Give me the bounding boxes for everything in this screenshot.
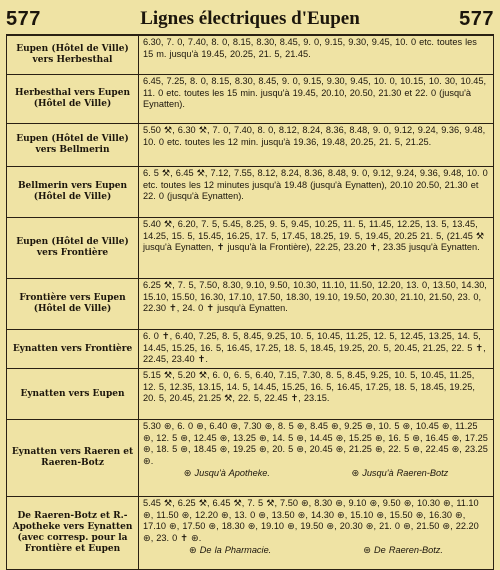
departure-times: 5.15 ⚒, 5.20 ⚒, 6. 0, 6. 5, 6.40, 7.15, 7.30, 8. 5, 8.45, 9.25, 10. 5, 10.45, 11.25, 12. 5, 12.35, 13.15, 14. 5, 14.45, 15.25, 16. 5, 16.45, 17.25, 18. 5, 18.45, 19.25, 20. 5, 20.45, 21.25 ⚒, 22. 5, 22.45 ✝, 23.15.	[143, 370, 475, 404]
departure-times	[139, 420, 493, 496]
departure-times: 5.50 ⚒, 6.30 ⚒, 7. 0, 7.40, 8. 0, 8.12, 8.24, 8.36, 8.48, 9. 0, 9.12, 9.24, 9.36, 9.48, 10. 0 etc. toutes les 12 min. jusqu'à 19.36, 19.48, 20.25, 21. 5, 21.25.	[143, 125, 486, 147]
departure-times	[139, 497, 493, 569]
departure-times: 6. 5 ⚒, 6.45 ⚒, 7.12, 7.55, 8.12, 8.24, 8.36, 8.48, 9. 0, 9.12, 9.24, 9.36, 9.48, 10. 0 etc. toutes les 12 minutes jusqu'à 19.48 (jusqu'à Eynatten), 20.10 20.50, 21.30 et 22. 0 (jusqu'à Eynatten).	[143, 168, 488, 202]
table-row	[7, 75, 493, 124]
route-name: Herbesthal vers Eupen (Hôtel de Ville)	[7, 75, 139, 123]
route-name: De Raeren-Botz et R.-Apotheke vers Eynatten (avec corresp. pour la Frontière et Eupen	[7, 497, 139, 569]
route-name: Eupen (Hôtel de Ville) vers Herbesthal	[7, 36, 139, 74]
route-name: Frontière vers Eupen (Hôtel de Ville)	[7, 279, 139, 329]
table-row	[7, 167, 493, 218]
page-header	[6, 4, 494, 36]
departure-times: 5.40 ⚒, 6.20, 7. 5, 5.45, 8.25, 9. 5, 9.45, 10.25, 11. 5, 11.45, 12.25, 13. 5, 13.45, 14.25, 15. 5, 15.45, 16.25, 17. 5, 17.45, 18.25, 19. 5, 19.45, 20.25 21. 5, (21.45 ⚒ jusqu'à Eynatten, ✝ jusqu'à la Frontière), 22.25, 23.20 ✝, 23.35 jusqu'à Eynatten.	[143, 219, 485, 253]
departure-times-text: 5.45 ⚒, 6.25 ⚒, 6.45 ⚒, 7. 5 ⚒, 7.50 ⊛, 8.30 ⊛, 9.10 ⊛, 9.50 ⊛, 10.30 ⊛, 11.10 ⊛, 11.50 ⊛, 12.20 ⊛, 13. 0 ⊛, 13.50 ⊛, 14.30 ⊛, 15.10 ⊛, 15.50 ⊛, 16.30 ⊛, 17.10 ⊛, 17.50 ⊛, 18.30 ⊛, 19.10 ⊛, 19.50 ⊛, 20.30 ⊛, 21. 0 ⊛, 21.50 ⊛, 22.20 ⊛, 23. 0 ✝ ⊛.	[143, 498, 479, 543]
page-title: Lignes électriques d'Eupen	[140, 8, 360, 29]
legend-item: ⊛ Jusqu'à Apotheke.	[183, 468, 270, 479]
symbol-legend	[143, 467, 489, 480]
departure-times-text: 5.30 ⊛, 6. 0 ⊛, 6.40 ⊛, 7.30 ⊛, 8. 5 ⊛, 8.45 ⊛, 9.25 ⊛, 10. 5 ⊛, 10.45 ⊛, 11.25 ⊛, 12. 5 ⊛, 12.45 ⊛, 13.25 ⊛, 14. 5 ⊛, 14.45 ⊛, 15.25 ⊛, 16. 5 ⊛, 16.45 ⊛, 17.25 ⊛, 18. 5 ⊛, 18.45 ⊛, 19.25 ⊛, 20. 5 ⊛, 20.45 ⊛, 21.25 ⊛, 22. 5 ⊛, 22.45 ⊛, 23.25 ⊛.	[143, 421, 488, 466]
departure-times: 6.25 ⚒, 7. 5, 7.50, 8.30, 9.10, 9.50, 10.30, 11.10, 11.50, 12.20, 13. 0, 13.50, 14.30, 15.10, 15.50, 16.30, 17.10, 17.50, 18.30, 19.10, 19.50, 20.30, 21.10, 21.50, 23. 0, 22.30 ✝, 24. 0 ✝ jusqu'à Eynatten.	[143, 280, 487, 314]
legend-item: ⊛ De la Pharmacie.	[189, 545, 272, 556]
table-row	[7, 36, 493, 75]
table-row	[7, 124, 493, 167]
legend-item: ⊛ Jusqu'à Raeren-Botz	[351, 468, 449, 479]
route-name: Bellmerin vers Eupen (Hôtel de Ville)	[7, 167, 139, 217]
route-name: Eynatten vers Eupen	[7, 369, 139, 419]
symbol-legend	[143, 544, 489, 557]
table-row	[7, 279, 493, 330]
timetable	[6, 36, 494, 570]
departure-times: 6. 0 ✝, 6.40, 7.25, 8. 5, 8.45, 9.25, 10. 5, 10.45, 11.25, 12. 5, 12.45, 13.25, 14. 5, 14.45, 15.25, 16. 5, 16.45, 17.25, 18. 5, 18.45, 19.25, 20. 5, 20.45, 21.25, 22. 5 ✝, 22.45, 23.40 ✝.	[143, 331, 486, 365]
departure-times: 6.30, 7. 0, 7.40, 8. 0, 8.15, 8.30, 8.45, 9. 0, 9.15, 9.30, 9.45, 10. 0 etc. toutes les 15 m. jusqu'à 19.45, 20.25, 21. 5, 21.45.	[143, 37, 477, 59]
departure-times: 6.45, 7.25, 8. 0, 8.15, 8.30, 8.45, 9. 0, 9.15, 9.30, 9.45, 10. 0, 10.15, 10. 30, 10.45, 11. 0 etc. toutes les 15 min. jusqu'à 19.45, 20.10, 20.50, 21.30 et 22. 0 (jusqu'à Eynatten).	[143, 76, 487, 110]
table-row	[7, 369, 493, 420]
table-row	[7, 420, 493, 497]
page-number-right: 577	[459, 7, 494, 30]
table-row	[7, 497, 493, 570]
route-name: Eupen (Hôtel de Ville) vers Bellmerin	[7, 124, 139, 166]
route-name: Eupen (Hôtel de Ville) vers Frontière	[7, 218, 139, 278]
table-row	[7, 330, 493, 369]
route-name: Eynatten vers Raeren et Raeren-Botz	[7, 420, 139, 496]
legend-item: ⊛ De Raeren-Botz.	[363, 545, 443, 556]
page-number-left: 577	[6, 7, 41, 30]
route-name: Eynatten vers Frontière	[7, 330, 139, 368]
table-row	[7, 218, 493, 279]
